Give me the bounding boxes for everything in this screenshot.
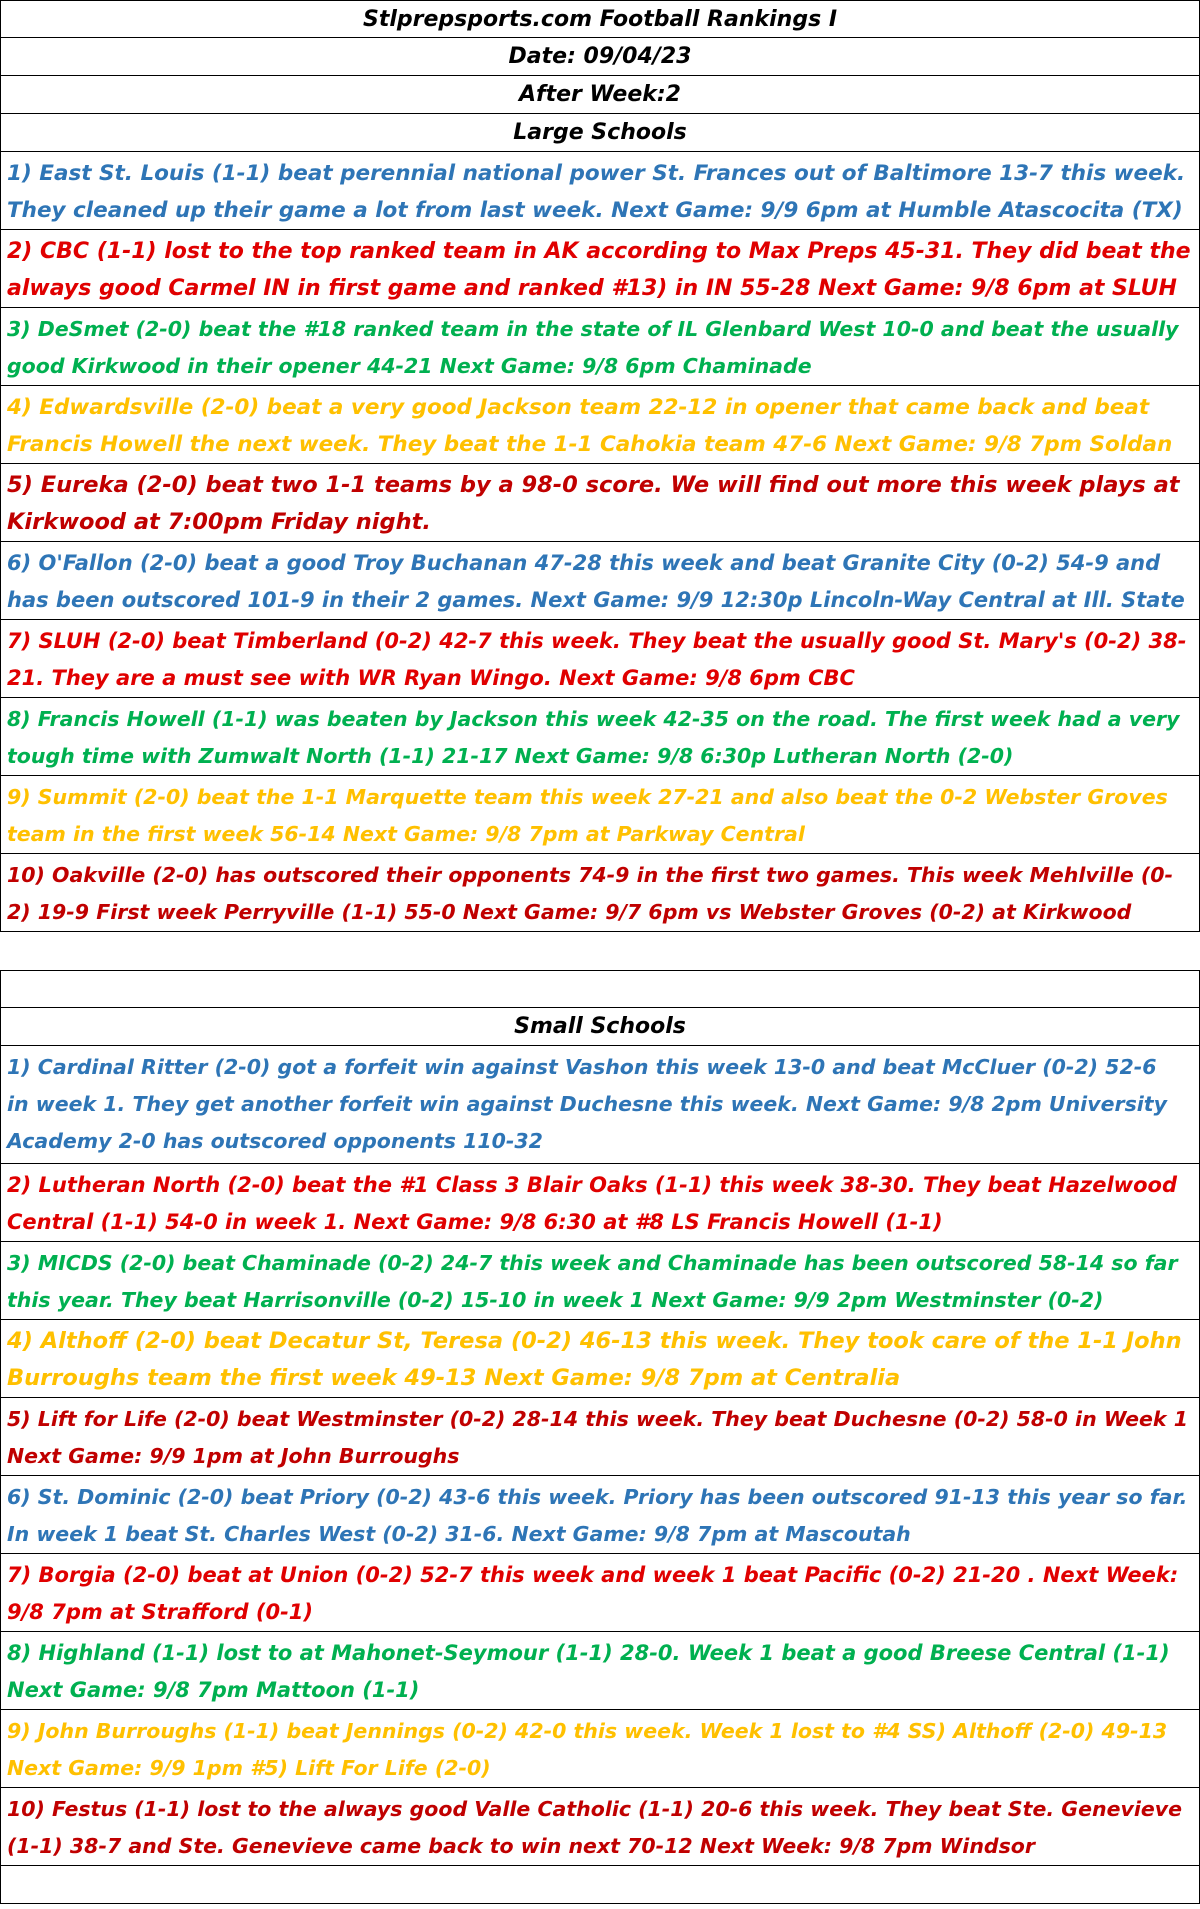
large-rank-7: 7) SLUH (2-0) beat Timberland (0-2) 42-7 this week. They beat the usually good St. Mary's (0-2) 38- 21. They are a must see with WR Ryan Wingo. Next Game: 9/8 6pm CBC bbox=[0, 620, 1200, 698]
small-rank-9: 9) John Burroughs (1-1) beat Jennings (0-2) 42-0 this week. Week 1 lost to #4 SS) Althoff (2-0) 49-13 Next Game: 9/9 1pm #5) Lift For Life (2-0) bbox=[0, 1710, 1200, 1788]
large-rank-4: 4) Edwardsville (2-0) beat a very good Jackson team 22-12 in opener that came back and beat Francis Howell the next week. They beat the 1-1 Cahokia team 47-6 Next Game: 9/8 7pm Soldan bbox=[0, 386, 1200, 464]
small-rank-1: 1) Cardinal Ritter (2-0) got a forfeit win against Vashon this week 13-0 and beat McCluer (0-2) 52-6 in week 1. They get another forfeit win against Duchesne this week. Next Game: 9/8 2pm University Academy 2-0 has outscored opponents 110-32 bbox=[0, 1046, 1200, 1164]
large-rank-3: 3) DeSmet (2-0) beat the #18 ranked team in the state of IL Glenbard West 10-0 and beat the usually good Kirkwood in their opener 44-21 Next Game: 9/8 6pm Chaminade bbox=[0, 308, 1200, 386]
large-rank-1: 1) East St. Louis (1-1) beat perennial national power St. Frances out of Baltimore 13-7 this week. They cleaned up their game a lot from last week. Next Game: 9/9 6pm at Humble Atascocita (TX) bbox=[0, 152, 1200, 230]
section-gap bbox=[0, 932, 1200, 970]
date-row: Date: 09/04/23 bbox=[0, 38, 1200, 76]
small-rank-6: 6) St. Dominic (2-0) beat Priory (0-2) 43-6 this week. Priory has been outscored 91-13 this year so far. In week 1 beat St. Charles West (0-2) 31-6. Next Game: 9/8 7pm at Mascoutah bbox=[0, 1476, 1200, 1554]
week-row: After Week:2 bbox=[0, 76, 1200, 114]
small-rank-5: 5) Lift for Life (2-0) beat Westminster (0-2) 28-14 this week. They beat Duchesne (0-2) 58-0 in Week 1 Next Game: 9/9 1pm at John Burroughs bbox=[0, 1398, 1200, 1476]
small-schools-heading: Small Schools bbox=[0, 1008, 1200, 1046]
large-schools-heading: Large Schools bbox=[0, 114, 1200, 152]
large-rank-2: 2) CBC (1-1) lost to the top ranked team in AK according to Max Preps 45-31. They did beat the always good Carmel IN in first game and ranked #13) in IN 55-28 Next Game: 9/8 6pm at SLUH bbox=[0, 230, 1200, 308]
large-rank-10: 10) Oakville (2-0) has outscored their opponents 74-9 in the first two games. This week Mehlville (0- 2) 19-9 First week Perryville (1-1) 55-0 Next Game: 9/7 6pm vs Webster Groves (0-2) at Kirkwood bbox=[0, 854, 1200, 932]
small-rank-10: 10) Festus (1-1) lost to the always good Valle Catholic (1-1) 20-6 this week. They beat Ste. Genevieve (1-1) 38-7 and Ste. Genevieve came back to win next 70-12 Next Week: 9/8 7pm Windsor bbox=[0, 1788, 1200, 1866]
large-rank-8: 8) Francis Howell (1-1) was beaten by Jackson this week 42-35 on the road. The first week had a very tough time with Zumwalt North (1-1) 21-17 Next Game: 9/8 6:30p Lutheran North (2-0) bbox=[0, 698, 1200, 776]
large-rank-6: 6) O'Fallon (2-0) beat a good Troy Buchanan 47-28 this week and beat Granite City (0-2) 54-9 and has been outscored 101-9 in their 2 games. Next Game: 9/9 12:30p Lincoln-Way Central at Ill. State bbox=[0, 542, 1200, 620]
blank-row bbox=[0, 970, 1200, 1008]
large-rank-9: 9) Summit (2-0) beat the 1-1 Marquette team this week 27-21 and also beat the 0-2 Webster Groves team in the first week 56-14 Next Game: 9/8 7pm at Parkway Central bbox=[0, 776, 1200, 854]
trailing-blank-row bbox=[0, 1866, 1200, 1904]
small-rank-7: 7) Borgia (2-0) beat at Union (0-2) 52-7 this week and week 1 beat Pacific (0-2) 21-20 . Next Week: 9/8 7pm at Strafford (0-1) bbox=[0, 1554, 1200, 1632]
small-rank-8: 8) Highland (1-1) lost to at Mahonet-Seymour (1-1) 28-0. Week 1 beat a good Breese Central (1-1) Next Game: 9/8 7pm Mattoon (1-1) bbox=[0, 1632, 1200, 1710]
large-rank-5: 5) Eureka (2-0) beat two 1-1 teams by a 98-0 score. We will find out more this week plays at Kirkwood at 7:00pm Friday night. bbox=[0, 464, 1200, 542]
small-rank-4: 4) Althoff (2-0) beat Decatur St, Teresa (0-2) 46-13 this week. They took care of the 1-1 John Burroughs team the first week 49-13 Next Game: 9/8 7pm at Centralia bbox=[0, 1320, 1200, 1398]
small-rank-2: 2) Lutheran North (2-0) beat the #1 Class 3 Blair Oaks (1-1) this week 38-30. They beat Hazelwood Central (1-1) 54-0 in week 1. Next Game: 9/8 6:30 at #8 LS Francis Howell (1-1) bbox=[0, 1164, 1200, 1242]
sheet-title: Stlprepsports.com Football Rankings I bbox=[0, 0, 1200, 38]
small-rank-3: 3) MICDS (2-0) beat Chaminade (0-2) 24-7 this week and Chaminade has been outscored 58-14 so far this year. They beat Harrisonville (0-2) 15-10 in week 1 Next Game: 9/9 2pm Westminster (0-2) bbox=[0, 1242, 1200, 1320]
